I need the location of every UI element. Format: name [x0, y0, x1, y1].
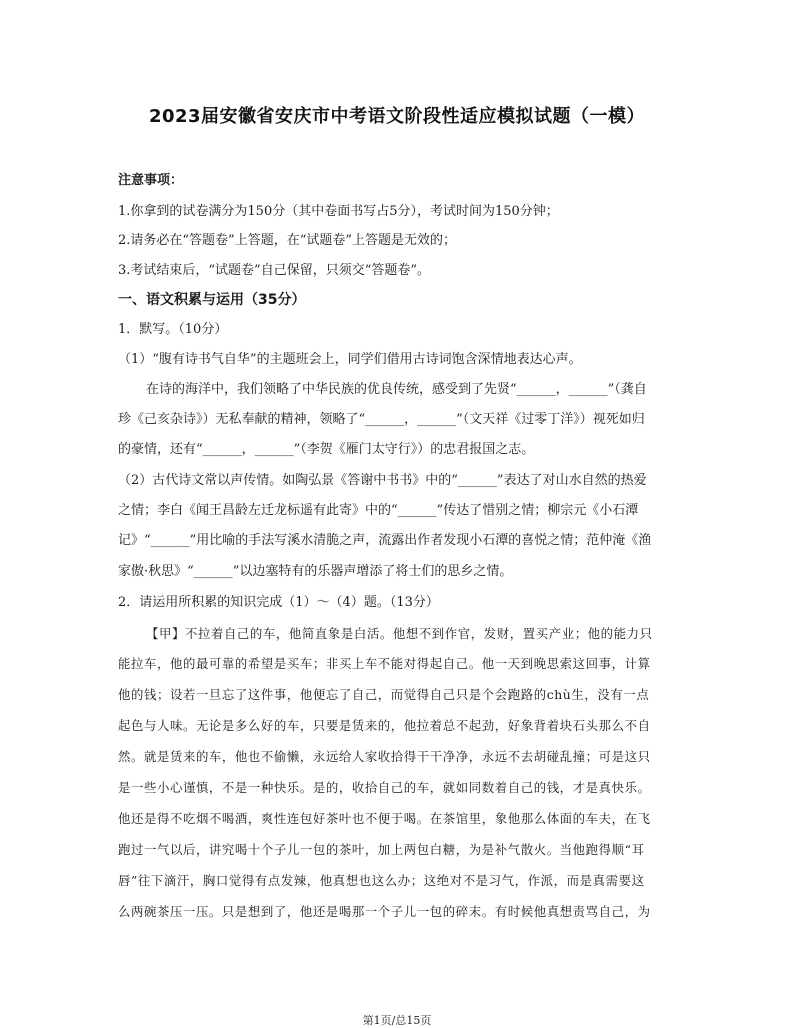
passage-line: 他的钱；设若一旦忘了这件事，他便忘了自己，而觉得自己只是个会跑路的chù生，没有一点 [118, 687, 650, 702]
question-text-line: 家傲·秋思》“______”以边塞特有的乐器声增添了将士们的思乡之情。 [118, 564, 513, 579]
notice-item: 3.考试结束后，“试题卷”自己保留，只须交“答题卷”。 [118, 263, 430, 278]
question-text-line: 的豪情，还有“______，______”（李贺《雁门太守行》）的忠君报国之志。 [118, 442, 535, 457]
question-stem: 2．请运用所积累的知识完成（1）～（4）题。（13分） [118, 595, 439, 610]
notice-heading: 注意事项： [118, 173, 184, 188]
passage-line: 跑过一气以后，讲究喝十个子儿一包的茶叶，加上两包白糖，为是补气散火。当他跑得顺“耳 [118, 842, 645, 857]
passage-line: 么两碗茶压一压。只是想到了，他还是喝那一个子儿一包的碎末。有时候他真想责骂自己，为 [118, 904, 651, 919]
question-text-line: 珍《己亥杂诗》）无私奉献的精神，领略了“______，______”（文天祥《过零丁洋》）视死如归 [118, 412, 645, 427]
page-footer: 第1页/总15页 [362, 1014, 432, 1027]
passage-line: 起色与人味。无论是多么好的车，只要是赁来的，他拉着总不起劲，好象背着块石头那么不自 [118, 718, 651, 733]
passage-line: 然。就是赁来的车，他也不偷懒，永远给人家收拾得干干净净，永远不去胡碰乱撞；可是这只 [118, 749, 651, 764]
notice-item: 1.你拿到的试卷满分为150分（其中卷面书写占5分），考试时间为150分钟； [118, 204, 559, 219]
question-text-line: （2）古代诗文常以声传情。如陶弘景《答谢中书书》中的“______”表达了对山水自然的热爱 [118, 473, 647, 488]
passage-line: 是一些小心谨慎，不是一种快乐。是的，收拾自己的车，就如同数着自己的钱，才是真快乐。 [118, 780, 651, 795]
passage-line: 能拉车，他的最可靠的希望是买车；非买上车不能对得起自己。他一天到晚思索这回事，计算 [118, 656, 651, 671]
passage-line: 他还是得不吃烟不喝酒，爽性连包好茶叶也不便于喝。在茶馆里，象他那么体面的车夫，在飞 [118, 811, 651, 826]
passage-line: 【甲】不拉着自己的车，他简直象是白活。他想不到作官，发财，置买产业；他的能力只 [146, 626, 653, 641]
document-title: 2023届安徽省安庆市中考语文阶段性适应模拟试题（一模） [148, 106, 646, 127]
question-text-line: 记》“______”用比喻的手法写溪水清脆之声，流露出作者发现小石潭的喜悦之情；范仲淹《渔 [118, 533, 652, 548]
question-part-intro: （1）“腹有诗书气自华”的主题班会上，同学们借用古诗词饱含深情地表达心声。 [118, 352, 582, 367]
notice-item: 2.请务必在“答题卷”上答题，在“试题卷”上答题是无效的； [118, 233, 456, 248]
question-text-line: 之情；李白《闻王昌龄左迁龙标遥有此寄》中的“______”传达了惜别之情；柳宗元《小石潭 [118, 503, 639, 518]
question-text-line: 在诗的海洋中，我们领略了中华民族的优良传统，感受到了先贤“______，______”（龚自 [146, 382, 647, 397]
section-heading: 一、语文积累与运用（35分） [118, 292, 306, 308]
passage-line: 唇”往下滴汗，胸口觉得有点发辣，他真想也这么办；这绝对不是习气，作派，而是真需要这 [118, 873, 645, 888]
question-stem: 1．默写。（10分） [118, 322, 228, 337]
